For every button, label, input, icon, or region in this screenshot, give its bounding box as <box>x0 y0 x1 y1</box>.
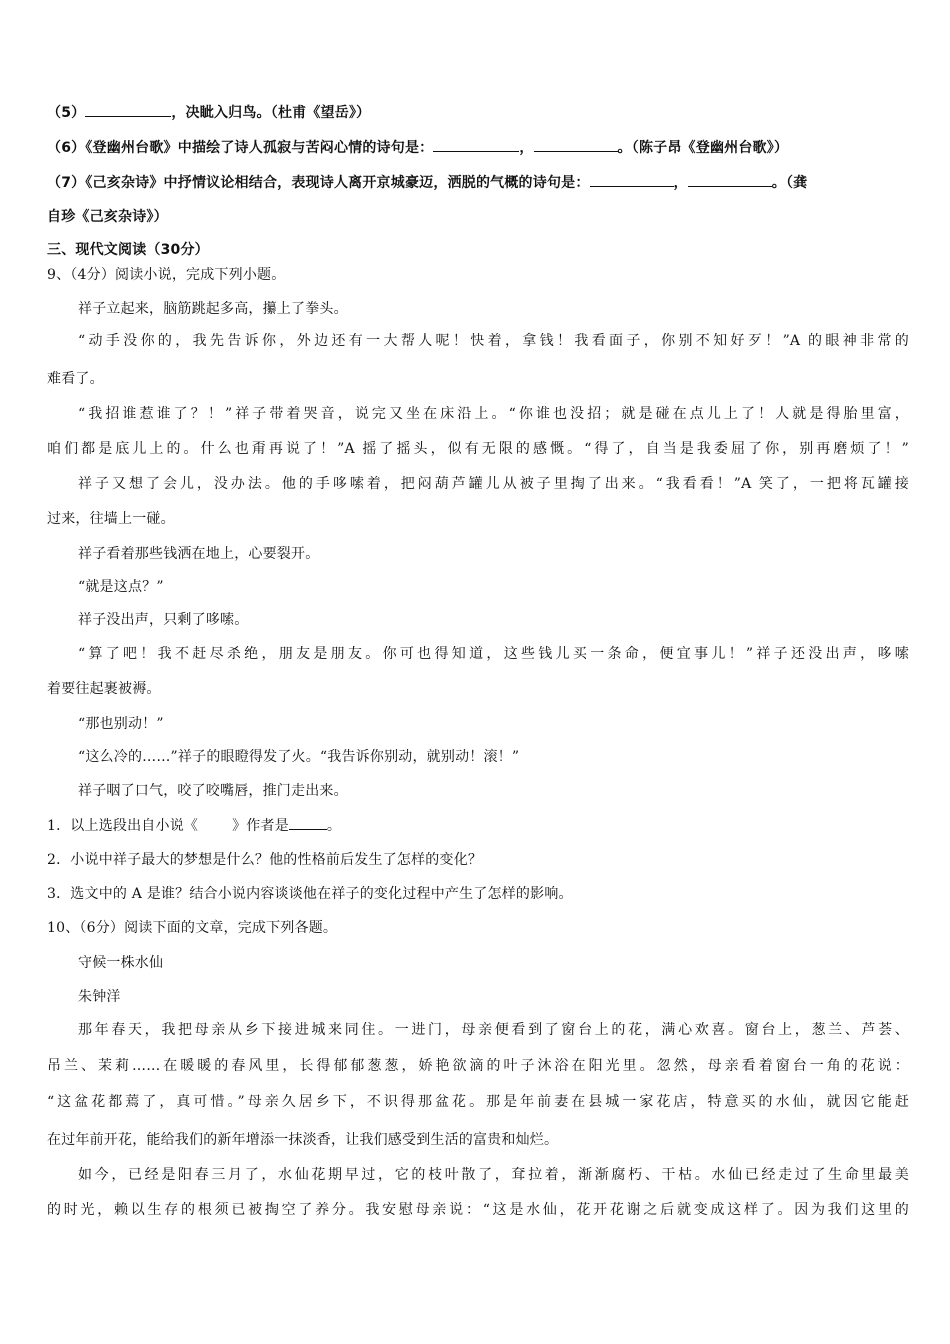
answer-blank[interactable] <box>85 102 171 117</box>
section-title: 三、现代文阅读（30分） <box>47 242 209 258</box>
article-author: 朱钟洋 <box>78 989 121 1005</box>
question-10-intro: 10、（6分）阅读下面的文章，完成下列各题。 <box>47 920 338 936</box>
passage-paragraph: 祥子又想了会儿，没办法。他的手哆嗦着，把闷葫芦罐儿从被子里掏了出来。“我看看！”A 笑了，一把将瓦罐接 <box>78 476 909 492</box>
article-title: 守候一株水仙 <box>78 955 164 971</box>
sub-question-1-end: 。 <box>326 818 342 834</box>
passage-paragraph: 祥子看着那些钱洒在地上，心要裂开。 <box>78 546 320 562</box>
fill-in-q5 <box>47 102 909 123</box>
passage-paragraph: 祥子咽了口气，咬了咬嘴唇，推门走出来。 <box>78 783 348 799</box>
article-line: 吊兰、茉莉……在暖暖的春风里，长得郁郁葱葱，娇艳欲滴的叶子沐浴在阳光里。忽然，母亲看着窗台一角的花说： <box>47 1058 909 1074</box>
answer-blank[interactable] <box>433 137 519 152</box>
answer-blank[interactable] <box>688 172 772 187</box>
answer-blank[interactable] <box>289 815 327 830</box>
question-9-intro: 9、（4分）阅读小说，完成下列小题。 <box>47 267 286 283</box>
q6-mid: ， <box>519 140 534 156</box>
passage-line: 过来，往墙上一碰。 <box>47 511 175 527</box>
passage-paragraph: 祥子立起来，脑筋跳起多高，攥上了拳头。 <box>78 301 348 317</box>
article-line: 的时光，赖以生存的根须已被掏空了养分。我安慰母亲说：“这是水仙，花开花谢之后就变成这样了。因为我们这里的 <box>47 1202 909 1218</box>
q7-text: （7）《己亥杂诗》中抒情议论相结合，表现诗人离开京城豪迈，洒脱的气概的诗句是： <box>47 175 590 191</box>
q7-suffix: 。（龚 <box>771 175 808 191</box>
answer-blank[interactable] <box>534 137 618 152</box>
q6-text: （6）《登幽州台歌》中描绘了诗人孤寂与苦闷心情的诗句是： <box>47 140 434 156</box>
passage-paragraph: 祥子没出声，只剩了哆嗦。 <box>78 612 249 628</box>
q6-suffix: 。（陈子昂《登幽州台歌》） <box>617 140 789 156</box>
article-paragraph: 那年春天，我把母亲从乡下接进城来同住。一进门，母亲便看到了窗台上的花，满心欢喜。窗台上，葱兰、芦荟、 <box>78 1022 909 1038</box>
q5-suffix: ，决眦入归鸟。（杜甫《望岳》） <box>171 105 371 121</box>
passage-line: 咱们都是底儿上的。什么也甭再说了！”A 摇了摇头，似有无限的感慨。“得了，自当是我委屈了你，别再磨烦了！” <box>47 441 909 457</box>
fill-in-q7 <box>47 172 909 193</box>
passage-paragraph: “算了吧！我不赶尽杀绝，朋友是朋友。你可也得知道，这些钱儿买一条命，便宜事儿！”祥子还没出声，哆嗦 <box>78 646 909 662</box>
passage-paragraph: “那也别动！” <box>78 716 164 732</box>
answer-blank[interactable] <box>590 172 674 187</box>
sub-question-1-mid: 》作者是 <box>232 818 289 834</box>
sub-question-3: 3．选文中的 A 是谁？结合小说内容谈谈他在祥子的变化过程中产生了怎样的影响。 <box>47 886 573 902</box>
passage-line: 着要往起裹被褥。 <box>47 681 161 697</box>
q5-prefix: （5） <box>47 105 86 121</box>
sub-question-1 <box>47 815 909 836</box>
fill-in-q6 <box>47 137 909 158</box>
passage-line: 难看了。 <box>47 371 104 387</box>
q7-mid: ， <box>673 175 688 191</box>
passage-paragraph: “这么冷的……”祥子的眼瞪得发了火。“我告诉你别动，就别动！滚！” <box>78 749 520 765</box>
fill-in-q7-continued: 自珍《己亥杂诗》） <box>47 209 168 225</box>
passage-paragraph: “我招谁惹谁了？！”祥子带着哭音，说完又坐在床沿上。“你谁也没招；就是碰在点儿上了！人就是得胎里富， <box>78 406 909 422</box>
sub-question-1-pre: 1．以上选段出自小说《 <box>47 818 199 834</box>
article-line: “这盆花都蔫了，真可惜。”母亲久居乡下，不识得那盆花。那是年前妻在县城一家花店，特意买的水仙，就因它能赶 <box>47 1094 909 1110</box>
article-line: 在过年前开花，能给我们的新年增添一抹淡香，让我们感受到生活的富贵和灿烂。 <box>47 1132 559 1148</box>
article-paragraph: 如今，已经是阳春三月了，水仙花期早过，它的枝叶散了，耷拉着，渐渐腐朽、干枯。水仙已经走过了生命里最美 <box>78 1167 909 1183</box>
sub-question-2: 2．小说中祥子最大的梦想是什么？他的性格前后发生了怎样的变化？ <box>47 852 483 868</box>
passage-paragraph: “就是这点？” <box>78 579 164 595</box>
passage-paragraph: “动手没你的，我先告诉你，外边还有一大帮人呢！快着，拿钱！我看面子，你别不知好歹！”A 的眼神非常的 <box>78 333 909 349</box>
